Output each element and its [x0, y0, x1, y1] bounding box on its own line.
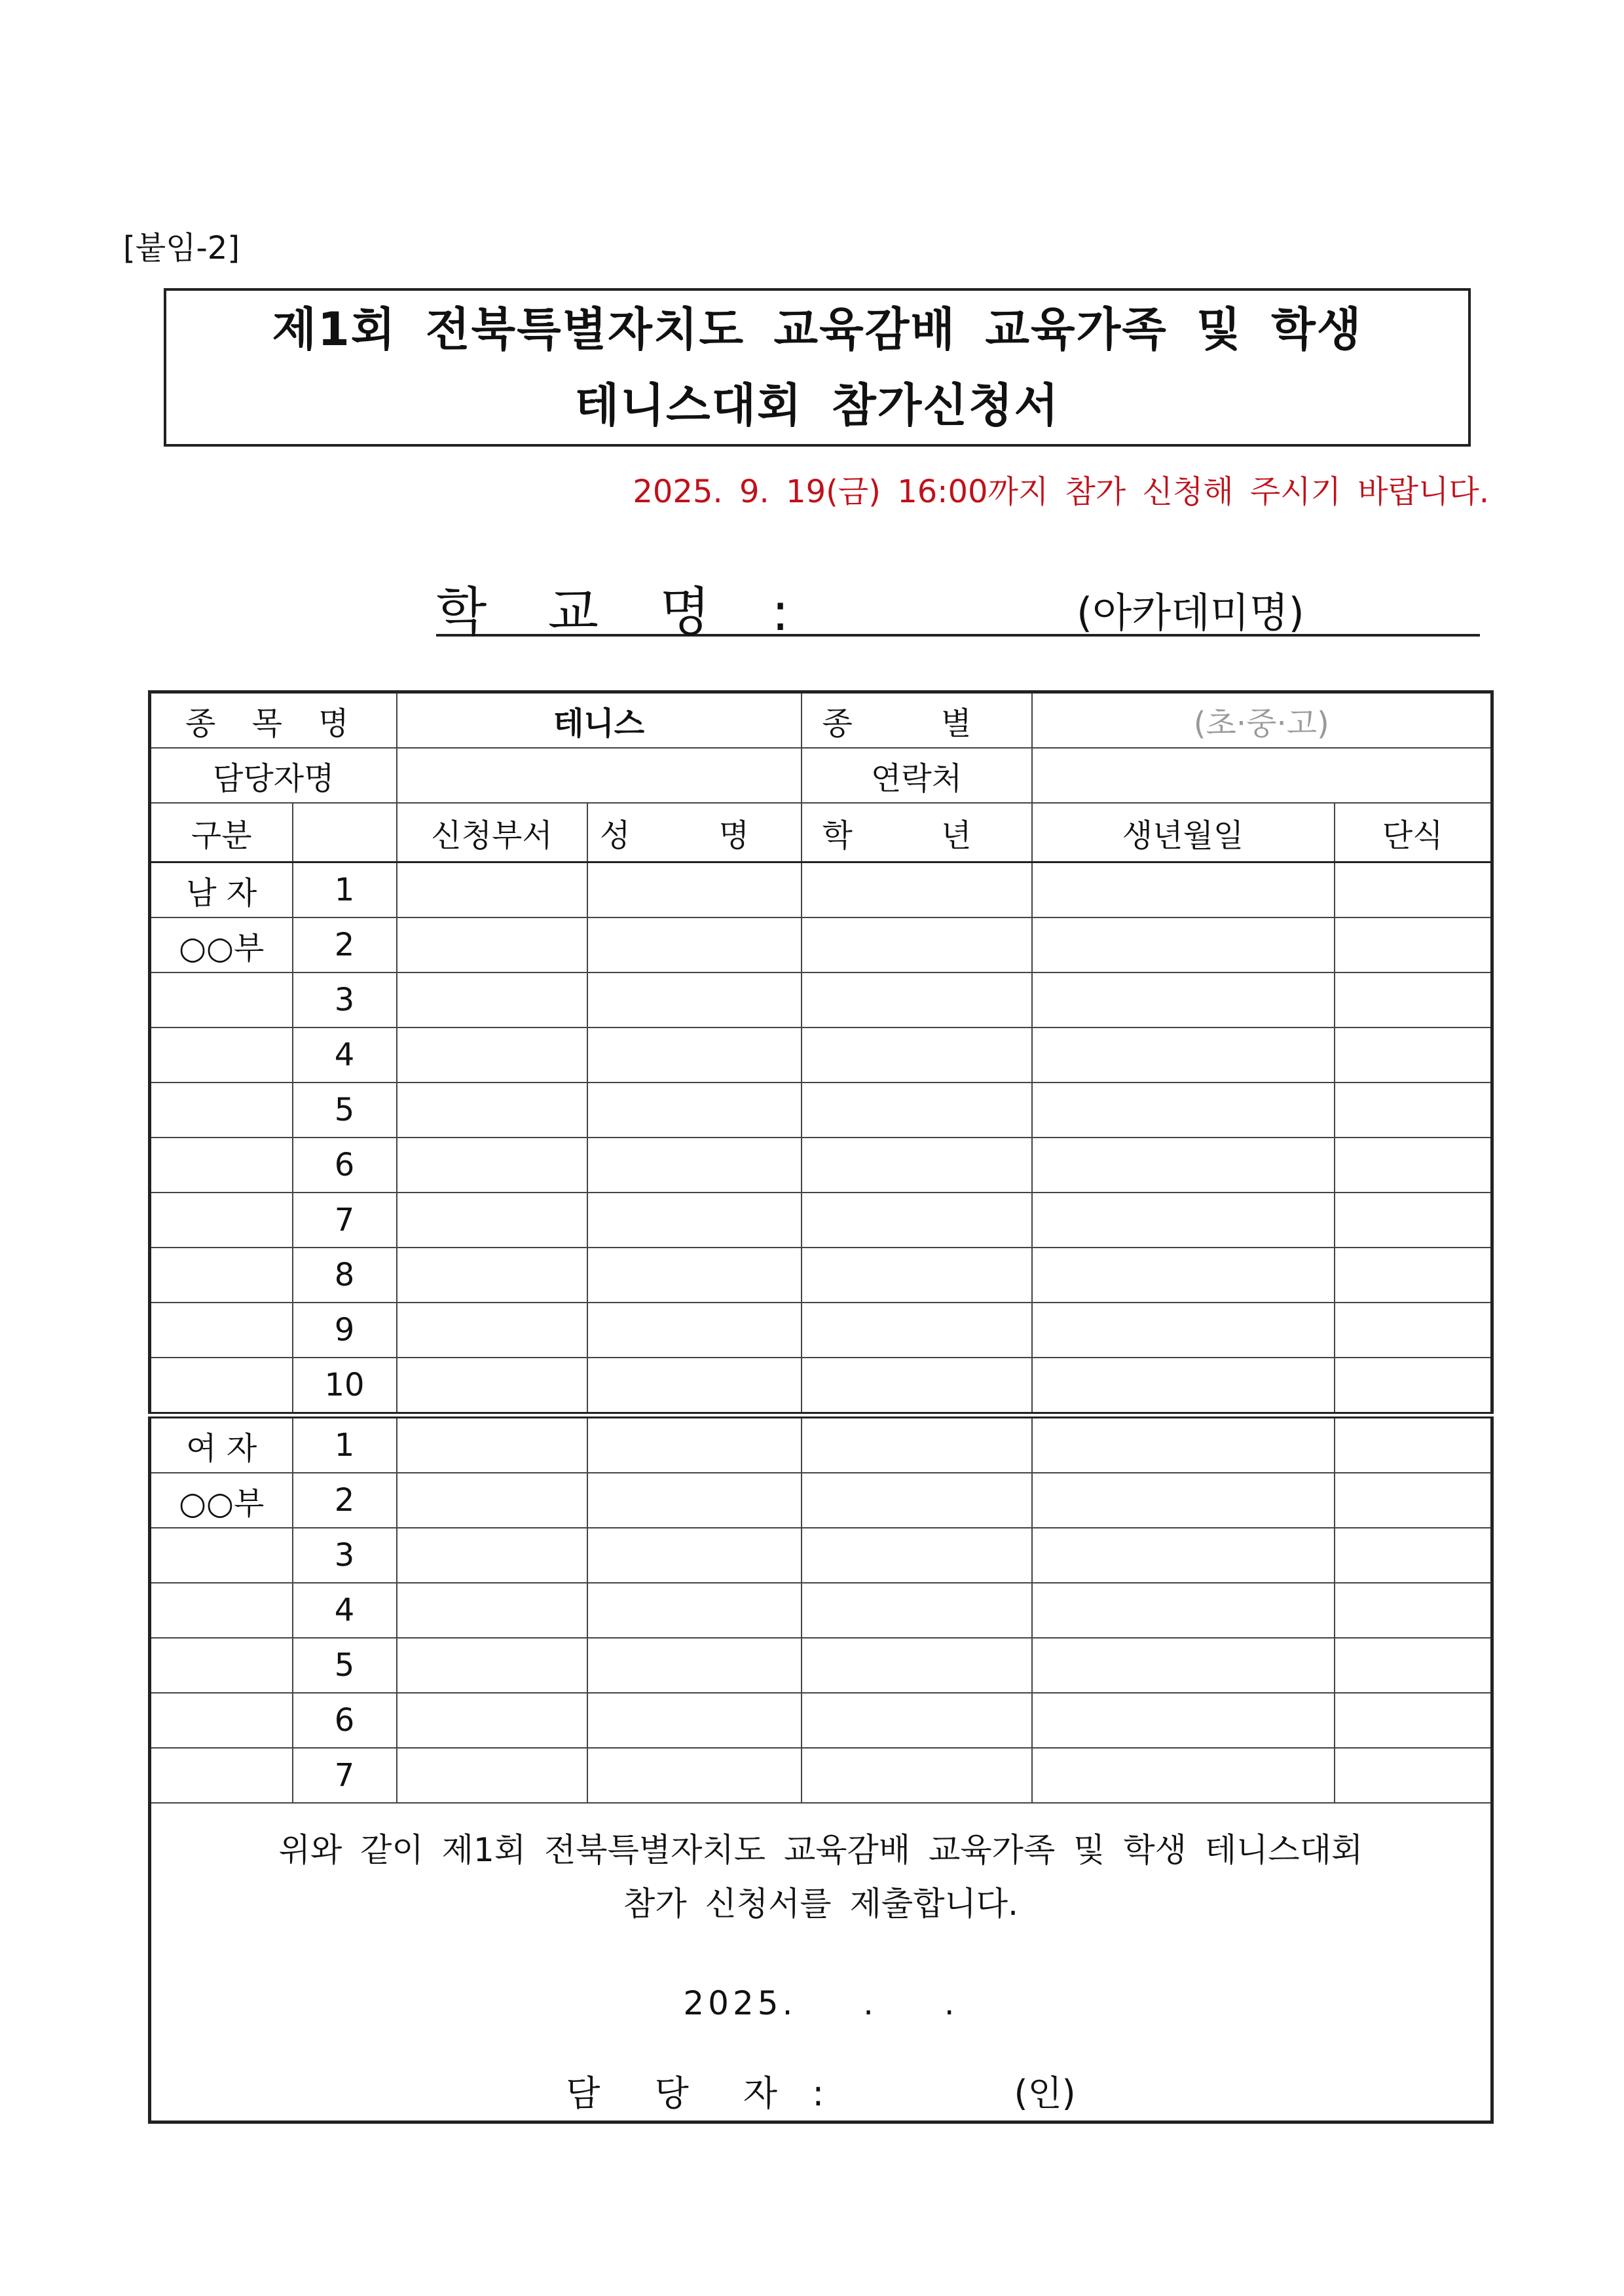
- male-division-cell: [150, 1193, 293, 1248]
- male-name-field[interactable]: [587, 1248, 802, 1303]
- female-row-number: 5: [293, 1638, 397, 1693]
- male-birth-field[interactable]: [1032, 1358, 1335, 1415]
- female-singles-field[interactable]: [1335, 1693, 1492, 1748]
- col-grade: 학 년: [802, 803, 1032, 862]
- male-grade-field[interactable]: [802, 972, 1032, 1028]
- declaration-row: [150, 1803, 1492, 2122]
- female-division-cell: ○○부: [150, 1473, 293, 1528]
- female-grade-field[interactable]: [802, 1748, 1032, 1803]
- male-dept-field[interactable]: [397, 1358, 587, 1415]
- female-division-cell: [150, 1583, 293, 1638]
- female-singles-field[interactable]: [1335, 1583, 1492, 1638]
- male-birth-field[interactable]: [1032, 972, 1335, 1028]
- female-row-number: 1: [293, 1415, 397, 1473]
- col-name: 성 명: [587, 803, 802, 862]
- manager-field[interactable]: [397, 748, 802, 803]
- male-singles-field[interactable]: [1335, 1303, 1492, 1358]
- female-row-number: 6: [293, 1693, 397, 1748]
- female-division-cell: [150, 1693, 293, 1748]
- male-singles-field[interactable]: [1335, 1193, 1492, 1248]
- female-division-cell: [150, 1638, 293, 1693]
- male-birth-field[interactable]: [1032, 862, 1335, 918]
- female-name-field[interactable]: [587, 1583, 802, 1638]
- female-name-field[interactable]: [587, 1473, 802, 1528]
- declaration-line2: 참가 신청서를 제출합니다.: [623, 1885, 1018, 1923]
- female-grade-field[interactable]: [802, 1638, 1032, 1693]
- male-dept-field[interactable]: [397, 972, 587, 1028]
- form-title-line1: 제1회 전북특별자치도 교육감배 교육가족 및 학생: [272, 303, 1363, 356]
- col-birth: 생년월일: [1032, 803, 1335, 862]
- male-grade-field[interactable]: [802, 917, 1032, 972]
- male-row: [150, 1083, 1492, 1138]
- male-row-number: 2: [293, 917, 397, 972]
- male-singles-field[interactable]: [1335, 1083, 1492, 1138]
- male-row-number: 7: [293, 1193, 397, 1248]
- seal-mark: (인): [1014, 2073, 1076, 2114]
- female-grade-field[interactable]: [802, 1528, 1032, 1583]
- male-division-cell: [150, 1083, 293, 1138]
- male-row: [150, 1248, 1492, 1303]
- male-division-cell: [150, 972, 293, 1028]
- school-name-label: 학 교 명 :: [436, 582, 812, 642]
- male-dept-field[interactable]: [397, 1083, 587, 1138]
- female-birth-field[interactable]: [1032, 1473, 1335, 1528]
- male-name-field[interactable]: [587, 1303, 802, 1358]
- female-division-cell: [150, 1528, 293, 1583]
- male-birth-field[interactable]: [1032, 1303, 1335, 1358]
- male-grade-field[interactable]: [802, 1248, 1032, 1303]
- female-birth-field[interactable]: [1032, 1583, 1335, 1638]
- male-grade-field[interactable]: [802, 1303, 1032, 1358]
- female-row: [150, 1415, 1492, 1473]
- male-dept-field[interactable]: [397, 1028, 587, 1083]
- male-name-field[interactable]: [587, 1193, 802, 1248]
- female-singles-field[interactable]: [1335, 1748, 1492, 1803]
- male-birth-field[interactable]: [1032, 1028, 1335, 1083]
- male-grade-field[interactable]: [802, 1358, 1032, 1415]
- male-singles-field[interactable]: [1335, 1248, 1492, 1303]
- female-singles-field[interactable]: [1335, 1528, 1492, 1583]
- deadline-notice: 2025. 9. 19(금) 16:00까지 참가 신청해 주시기 바랍니다.: [633, 473, 1489, 510]
- event-value: 테니스: [397, 692, 802, 749]
- male-row: [150, 1358, 1492, 1415]
- female-dept-field[interactable]: [397, 1415, 587, 1473]
- female-singles-field[interactable]: [1335, 1638, 1492, 1693]
- female-name-field[interactable]: [587, 1693, 802, 1748]
- female-row-number: 3: [293, 1528, 397, 1583]
- male-name-field[interactable]: [587, 1138, 802, 1193]
- male-name-field[interactable]: [587, 1028, 802, 1083]
- male-row-number: 8: [293, 1248, 397, 1303]
- school-name-field[interactable]: [436, 570, 1480, 642]
- male-dept-field[interactable]: [397, 1303, 587, 1358]
- female-row: [150, 1473, 1492, 1528]
- female-dept-field[interactable]: [397, 1638, 587, 1693]
- category-label: 종 별: [802, 692, 1032, 749]
- col-division: 구분: [150, 803, 293, 862]
- female-dept-field[interactable]: [397, 1748, 587, 1803]
- academy-name-label: (아카데미명): [1077, 589, 1304, 637]
- female-grade-field[interactable]: [802, 1473, 1032, 1528]
- male-birth-field[interactable]: [1032, 1193, 1335, 1248]
- male-division-cell: 남 자: [150, 862, 293, 918]
- female-division-cell: [150, 1748, 293, 1803]
- female-dept-field[interactable]: [397, 1528, 587, 1583]
- col-number: [293, 803, 397, 862]
- male-birth-field[interactable]: [1032, 1083, 1335, 1138]
- male-birth-field[interactable]: [1032, 917, 1335, 972]
- male-row: [150, 1028, 1492, 1083]
- male-grade-field[interactable]: [802, 1083, 1032, 1138]
- female-birth-field[interactable]: [1032, 1748, 1335, 1803]
- col-singles: 단식: [1335, 803, 1492, 862]
- male-singles-field[interactable]: [1335, 1358, 1492, 1415]
- male-row-number: 3: [293, 972, 397, 1028]
- male-grade-field[interactable]: [802, 1028, 1032, 1083]
- male-name-field[interactable]: [587, 1083, 802, 1138]
- male-division-cell: [150, 1248, 293, 1303]
- male-row-number: 1: [293, 862, 397, 918]
- signature-line: [151, 2067, 1490, 2120]
- male-name-field[interactable]: [587, 917, 802, 972]
- female-birth-field[interactable]: [1032, 1693, 1335, 1748]
- col-dept: 신청부서: [397, 803, 587, 862]
- form-title-line2: 테니스대회 참가신청서: [574, 379, 1060, 432]
- male-dept-field[interactable]: [397, 1138, 587, 1193]
- male-name-field[interactable]: [587, 1358, 802, 1415]
- submission-date[interactable]: 2025. . .: [683, 1984, 959, 2022]
- male-row: [150, 862, 1492, 918]
- male-row: [150, 1138, 1492, 1193]
- manager-label: 담당자명: [150, 748, 397, 803]
- female-grade-field[interactable]: [802, 1693, 1032, 1748]
- male-row: [150, 1303, 1492, 1358]
- female-name-field[interactable]: [587, 1748, 802, 1803]
- male-singles-field[interactable]: [1335, 917, 1492, 972]
- male-row: [150, 917, 1492, 972]
- female-row: [150, 1528, 1492, 1583]
- male-division-cell: [150, 1138, 293, 1193]
- female-birth-field[interactable]: [1032, 1638, 1335, 1693]
- female-name-field[interactable]: [587, 1638, 802, 1693]
- female-dept-field[interactable]: [397, 1693, 587, 1748]
- female-grade-field[interactable]: [802, 1415, 1032, 1473]
- male-birth-field[interactable]: [1032, 1248, 1335, 1303]
- female-singles-field[interactable]: [1335, 1473, 1492, 1528]
- male-dept-field[interactable]: [397, 1193, 587, 1248]
- male-division-cell: ○○부: [150, 917, 293, 972]
- female-birth-field[interactable]: [1032, 1415, 1335, 1473]
- male-dept-field[interactable]: [397, 917, 587, 972]
- male-division-cell: [150, 1028, 293, 1083]
- male-dept-field[interactable]: [397, 1248, 587, 1303]
- male-grade-field[interactable]: [802, 862, 1032, 918]
- female-division-cell: 여 자: [150, 1415, 293, 1473]
- male-row-number: 9: [293, 1303, 397, 1358]
- male-singles-field[interactable]: [1335, 1138, 1492, 1193]
- female-row: [150, 1638, 1492, 1693]
- form-title-box: [164, 288, 1471, 447]
- female-birth-field[interactable]: [1032, 1528, 1335, 1583]
- signer-colon: :: [812, 2073, 824, 2114]
- male-division-cell: [150, 1303, 293, 1358]
- male-dept-field[interactable]: [397, 862, 587, 918]
- female-row: [150, 1748, 1492, 1803]
- signer-label: 담 당 자: [566, 2073, 798, 2114]
- male-row-number: 6: [293, 1138, 397, 1193]
- female-singles-field[interactable]: [1335, 1415, 1492, 1473]
- female-dept-field[interactable]: [397, 1583, 587, 1638]
- male-singles-field[interactable]: [1335, 1028, 1492, 1083]
- male-row: [150, 1193, 1492, 1248]
- female-row-number: 4: [293, 1583, 397, 1638]
- male-singles-field[interactable]: [1335, 972, 1492, 1028]
- male-row-number: 4: [293, 1028, 397, 1083]
- male-row-number: 5: [293, 1083, 397, 1138]
- male-singles-field[interactable]: [1335, 862, 1492, 918]
- event-label: 종 목 명: [150, 692, 397, 749]
- female-row-number: 7: [293, 1748, 397, 1803]
- female-dept-field[interactable]: [397, 1473, 587, 1528]
- category-field[interactable]: (초·중·고): [1032, 692, 1492, 749]
- male-birth-field[interactable]: [1032, 1138, 1335, 1193]
- female-row: [150, 1583, 1492, 1638]
- attachment-label: [붙임-2]: [123, 230, 240, 267]
- male-division-cell: [150, 1358, 293, 1415]
- male-row-number: 10: [293, 1358, 397, 1415]
- male-grade-field[interactable]: [802, 1138, 1032, 1193]
- male-name-field[interactable]: [587, 862, 802, 918]
- female-row-number: 2: [293, 1473, 397, 1528]
- male-name-field[interactable]: [587, 972, 802, 1028]
- female-name-field[interactable]: [587, 1415, 802, 1473]
- female-name-field[interactable]: [587, 1528, 802, 1583]
- application-table: [148, 690, 1494, 2124]
- declaration-section: [150, 1803, 1492, 2122]
- contact-field[interactable]: [1032, 748, 1492, 803]
- declaration-line1: 위와 같이 제1회 전북특별자치도 교육감배 교육가족 및 학생 테니스대회: [278, 1831, 1363, 1869]
- male-grade-field[interactable]: [802, 1193, 1032, 1248]
- female-row: [150, 1693, 1492, 1748]
- female-grade-field[interactable]: [802, 1583, 1032, 1638]
- contact-label: 연락처: [802, 748, 1032, 803]
- male-row: [150, 972, 1492, 1028]
